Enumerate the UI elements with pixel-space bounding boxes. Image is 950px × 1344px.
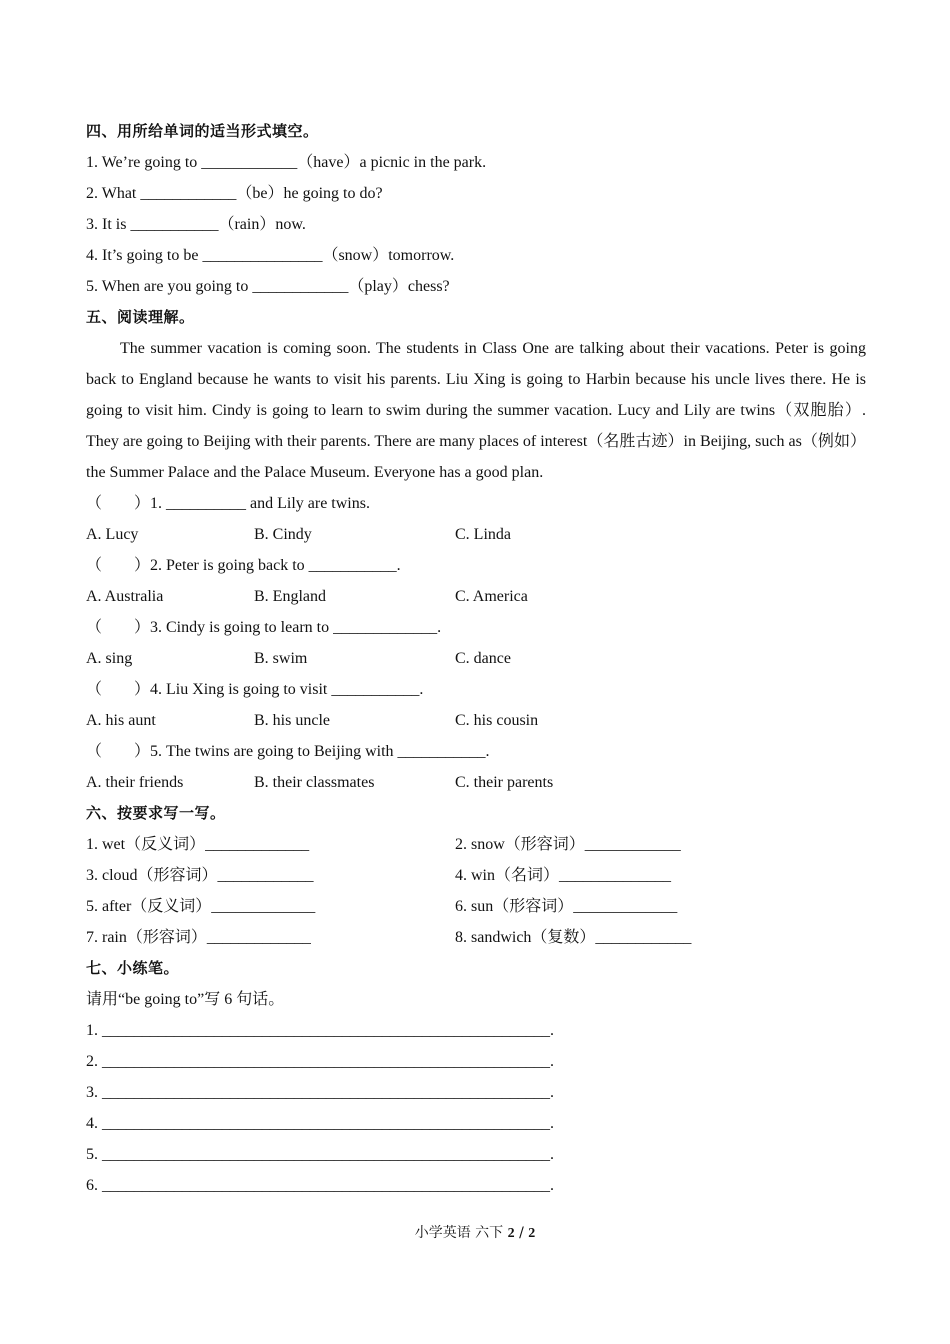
question-stem: （ ）5. The twins are going to Beijing with ___________.: [86, 743, 490, 760]
section7-heading: 七、小练笔。: [86, 959, 180, 977]
word-form-item: 7. rain（形容词）_____________: [86, 929, 311, 946]
word-form-item: 6. sun（形容词）_____________: [455, 898, 678, 915]
option-a: A. their friends: [86, 774, 184, 791]
page-footer: [0, 1222, 950, 1242]
question-stem: （ ）4. Liu Xing is going to visit ___________.: [86, 681, 424, 698]
word-form-item: 2. snow（形容词）____________: [455, 836, 681, 853]
option-b: B. their classmates: [254, 774, 375, 791]
word-form-item: 3. cloud（形容词）____________: [86, 867, 314, 884]
writing-line: 4. ________________________________________________________.: [86, 1115, 554, 1132]
question-options: [86, 643, 866, 674]
option-c: C. his cousin: [455, 712, 539, 729]
word-form-row: [86, 922, 866, 953]
page-separator: /: [514, 1225, 529, 1241]
word-form-row: [86, 891, 866, 922]
reading-passage: The summer vacation is coming soon. The students in Class One are talking about their vacations. Peter is going back to England because he wants to visit his parents. Liu Xing is going to Harbin because his uncle lives there. He is going to visit him. Cindy is going to learn to swim during the summer vacation. Lucy and Lily are twins（双胞胎）. They are going to Beijing with their parents. There are many places of interest（名胜古迹）in Beijing, such as（例如）the Summer Palace and the Palace Museum. Everyone has a good plan.: [86, 340, 866, 481]
question-options: [86, 767, 866, 798]
section4-item: 4. It’s going to be _______________（snow）tomorrow.: [86, 247, 455, 264]
section4-heading: 四、用所给单词的适当形式填空。: [86, 122, 319, 140]
question-options: [86, 581, 866, 612]
writing-line: 3. ________________________________________________________.: [86, 1084, 554, 1101]
option-b: B. swim: [254, 650, 308, 667]
section4-item: 5. When are you going to ____________（play）chess?: [86, 278, 450, 295]
option-a: A. sing: [86, 650, 133, 667]
section4-item: 2. What ____________（be）he going to do?: [86, 185, 383, 202]
word-form-item: 1. wet（反义词）_____________: [86, 836, 310, 853]
page-total: 2: [528, 1226, 536, 1241]
writing-line: 1. ________________________________________________________.: [86, 1022, 554, 1039]
option-c: C. dance: [455, 650, 511, 667]
question-stem: （ ）1. __________ and Lily are twins.: [86, 495, 370, 512]
question-stem: （ ）3. Cindy is going to learn to _____________.: [86, 619, 442, 636]
option-a: A. Lucy: [86, 526, 139, 543]
option-b: B. England: [254, 588, 326, 605]
option-c: C. America: [455, 588, 528, 605]
option-b: B. his uncle: [254, 712, 330, 729]
word-form-item: 4. win（名词）______________: [455, 867, 672, 884]
page-number: 2: [507, 1226, 515, 1241]
option-c: C. their parents: [455, 774, 554, 791]
writing-line: 5. ________________________________________________________.: [86, 1146, 554, 1163]
question-options: [86, 519, 866, 550]
worksheet-page: [86, 116, 866, 1201]
section6-heading: 六、按要求写一写。: [86, 804, 226, 822]
option-c: C. Linda: [455, 526, 511, 543]
writing-line: 2. ________________________________________________________.: [86, 1053, 554, 1070]
word-form-row: [86, 860, 866, 891]
question-stem: （ ）2. Peter is going back to ___________.: [86, 557, 401, 574]
option-a: A. his aunt: [86, 712, 156, 729]
section5-heading: 五、阅读理解。: [86, 308, 195, 326]
section4-item: 1. We’re going to ____________（have）a picnic in the park.: [86, 154, 487, 171]
question-options: [86, 705, 866, 736]
word-form-item: 8. sandwich（复数）____________: [455, 929, 692, 946]
word-form-row: [86, 829, 866, 860]
word-form-item: 5. after（反义词）_____________: [86, 898, 316, 915]
footer-label: 小学英语 六下: [414, 1225, 504, 1241]
section4-item: 3. It is ___________（rain）now.: [86, 216, 306, 233]
option-a: A. Australia: [86, 588, 164, 605]
option-b: B. Cindy: [254, 526, 312, 543]
writing-instruction: 请用“be going to”写 6 句话。: [86, 991, 285, 1008]
writing-line: 6. ________________________________________________________.: [86, 1177, 554, 1194]
